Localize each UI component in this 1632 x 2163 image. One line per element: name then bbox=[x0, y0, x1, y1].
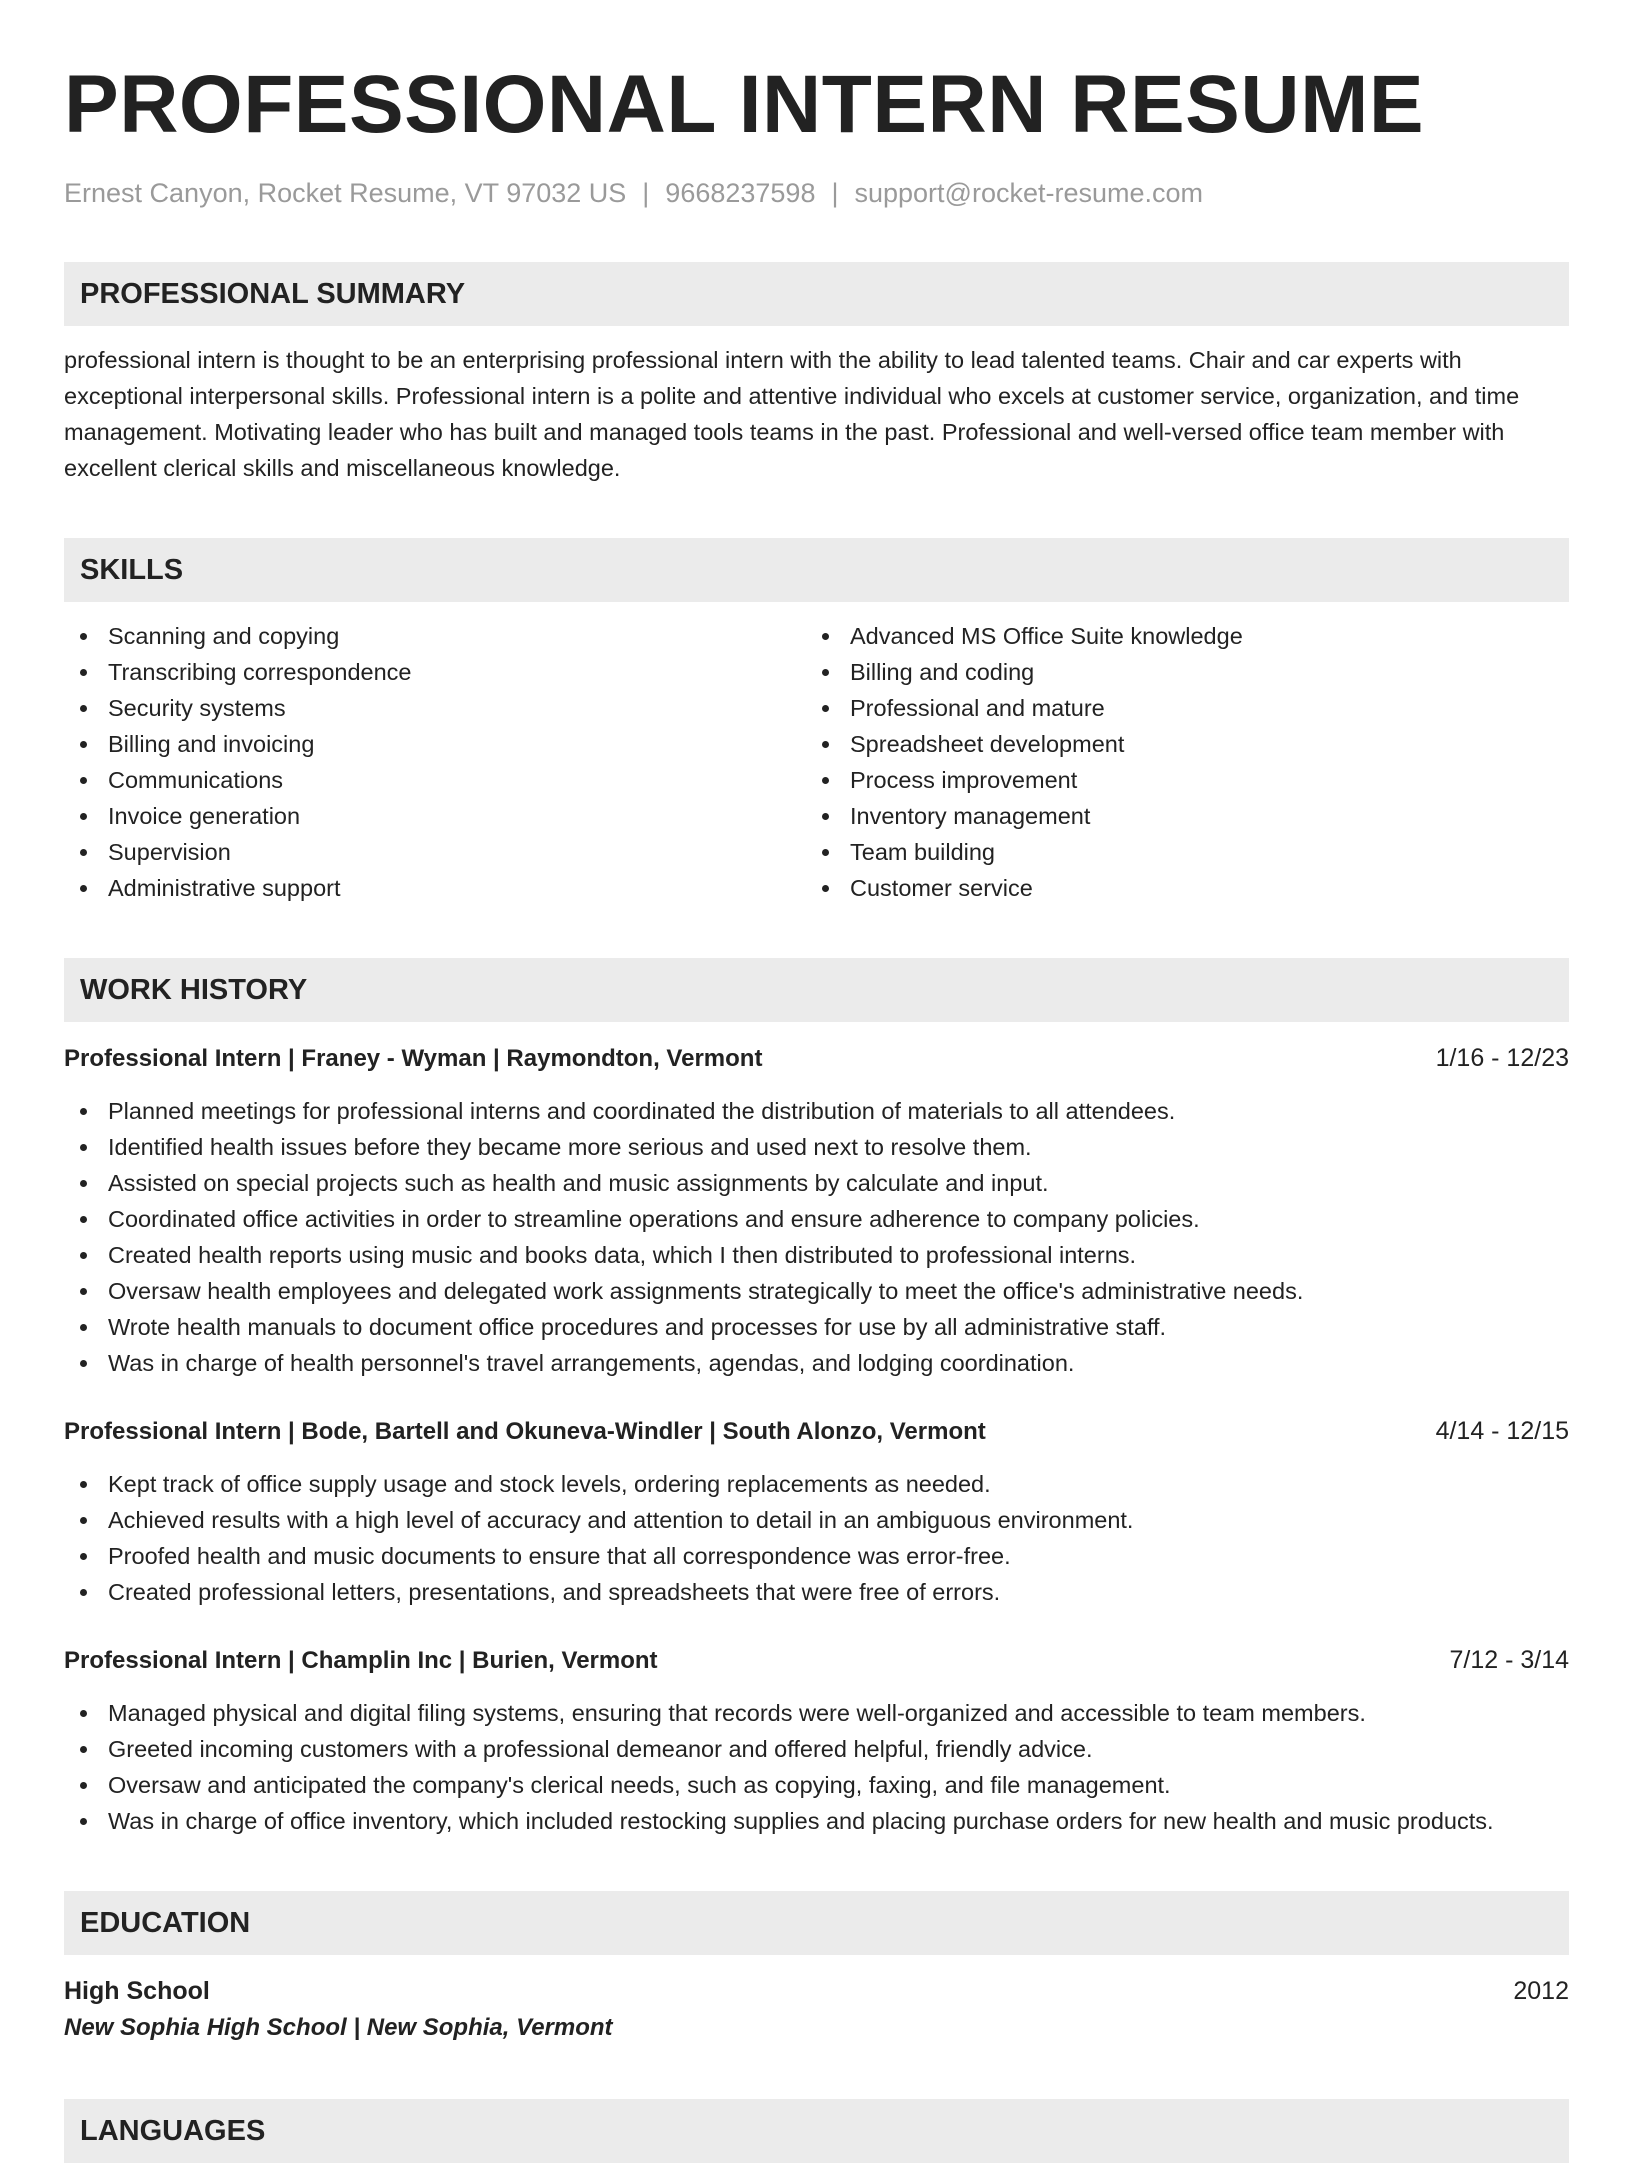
skill-item: Customer service bbox=[806, 870, 1548, 906]
job-title: Professional Intern | Bode, Bartell and Okuneva-Windler | South Alonzo, Vermont bbox=[64, 1418, 986, 1445]
job-bullets bbox=[64, 1695, 1569, 1839]
skills-column-left bbox=[64, 618, 806, 906]
contact-email: support@rocket-resume.com bbox=[854, 178, 1204, 208]
skills-column-right bbox=[806, 618, 1548, 906]
job-header bbox=[64, 1413, 1569, 1450]
section-header-summary: PROFESSIONAL SUMMARY bbox=[64, 262, 1569, 326]
job-dates: 7/12 - 3/14 bbox=[1449, 1646, 1569, 1674]
job-dates: 1/16 - 12/23 bbox=[1435, 1044, 1569, 1072]
job-bullet: Assisted on special projects such as health and music assignments by calculate and input. bbox=[64, 1165, 1569, 1201]
skill-item: Advanced MS Office Suite knowledge bbox=[806, 618, 1548, 654]
job-dates: 4/14 - 12/15 bbox=[1435, 1417, 1569, 1445]
skills-list bbox=[64, 618, 1569, 906]
skill-item: Administrative support bbox=[64, 870, 806, 906]
job-header bbox=[64, 1040, 1569, 1077]
job-header bbox=[64, 1642, 1569, 1679]
skill-item: Process improvement bbox=[806, 762, 1548, 798]
education-year: 2012 bbox=[1513, 1977, 1569, 2005]
education-school: New Sophia High School | New Sophia, Vermont bbox=[64, 2014, 613, 2041]
job-entry bbox=[64, 1642, 1569, 1839]
section-header-skills: SKILLS bbox=[64, 538, 1569, 602]
job-bullet: Oversaw and anticipated the company's clerical needs, such as copying, faxing, and file management. bbox=[64, 1767, 1569, 1803]
job-bullet: Coordinated office activities in order to streamline operations and ensure adherence to company policies. bbox=[64, 1201, 1569, 1237]
job-bullet: Kept track of office supply usage and stock levels, ordering replacements as needed. bbox=[64, 1466, 1569, 1502]
section-header-work-history: WORK HISTORY bbox=[64, 958, 1569, 1022]
education-header bbox=[64, 1973, 1569, 2009]
contact-phone: 9668237598 bbox=[665, 178, 816, 208]
education-entry bbox=[64, 1973, 1569, 2047]
skill-item: Inventory management bbox=[806, 798, 1548, 834]
job-bullets bbox=[64, 1093, 1569, 1381]
job-bullet: Identified health issues before they became more serious and used next to resolve them. bbox=[64, 1129, 1569, 1165]
job-bullet: Wrote health manuals to document office procedures and processes for use by all administrative staff. bbox=[64, 1309, 1569, 1345]
job-bullet: Was in charge of health personnel's travel arrangements, agendas, and lodging coordination. bbox=[64, 1345, 1569, 1381]
contact-separator: | bbox=[642, 178, 650, 208]
job-bullet: Planned meetings for professional interns and coordinated the distribution of materials to all attendees. bbox=[64, 1093, 1569, 1129]
job-bullet: Oversaw health employees and delegated work assignments strategically to meet the office's administrative needs. bbox=[64, 1273, 1569, 1309]
skill-item: Invoice generation bbox=[64, 798, 806, 834]
job-bullet: Greeted incoming customers with a professional demeanor and offered helpful, friendly advice. bbox=[64, 1731, 1569, 1767]
skill-item: Team building bbox=[806, 834, 1548, 870]
resume-page bbox=[64, 0, 1569, 2163]
skill-item: Communications bbox=[64, 762, 806, 798]
job-entry bbox=[64, 1040, 1569, 1381]
job-bullet: Proofed health and music documents to ensure that all correspondence was error-free. bbox=[64, 1538, 1569, 1574]
job-bullet: Was in charge of office inventory, which included restocking supplies and placing purchase orders for new health and music products. bbox=[64, 1803, 1569, 1839]
job-entry bbox=[64, 1413, 1569, 1610]
skill-item: Spreadsheet development bbox=[806, 726, 1548, 762]
summary-text: professional intern is thought to be an enterprising professional intern with the ability to lead talented teams. Chair and car experts with exceptional interpersonal skills. Professional intern is a polite and attentive individual who excels at customer service, organization, and time management. Motivating leader who has built and managed tools teams in the past. Professional and well-versed office team member with excellent clerical skills and miscellaneous knowledge. bbox=[64, 347, 1520, 481]
job-title: Professional Intern | Champlin Inc | Burien, Vermont bbox=[64, 1647, 658, 1674]
skill-item: Transcribing correspondence bbox=[64, 654, 806, 690]
skill-item: Supervision bbox=[64, 834, 806, 870]
skill-item: Billing and invoicing bbox=[64, 726, 806, 762]
job-bullet: Managed physical and digital filing systems, ensuring that records were well-organized and accessible to team members. bbox=[64, 1695, 1569, 1731]
education-degree: High School bbox=[64, 1977, 210, 2005]
job-bullets bbox=[64, 1466, 1569, 1610]
job-bullet: Achieved results with a high level of accuracy and attention to detail in an ambiguous environment. bbox=[64, 1502, 1569, 1538]
section-header-education: EDUCATION bbox=[64, 1891, 1569, 1955]
job-title: Professional Intern | Franey - Wyman | Raymondton, Vermont bbox=[64, 1045, 763, 1072]
job-bullet: Created professional letters, presentations, and spreadsheets that were free of errors. bbox=[64, 1574, 1569, 1610]
section-header-languages: LANGUAGES bbox=[64, 2099, 1569, 2163]
resume-title: PROFESSIONAL INTERN RESUME bbox=[64, 59, 1425, 150]
job-bullet: Created health reports using music and books data, which I then distributed to professional interns. bbox=[64, 1237, 1569, 1273]
skill-item: Billing and coding bbox=[806, 654, 1548, 690]
skill-item: Professional and mature bbox=[806, 690, 1548, 726]
contact-line bbox=[64, 176, 1569, 210]
skill-item: Security systems bbox=[64, 690, 806, 726]
skill-item: Scanning and copying bbox=[64, 618, 806, 654]
contact-separator: | bbox=[831, 178, 839, 208]
contact-address: Ernest Canyon, Rocket Resume, VT 97032 US bbox=[64, 178, 627, 208]
